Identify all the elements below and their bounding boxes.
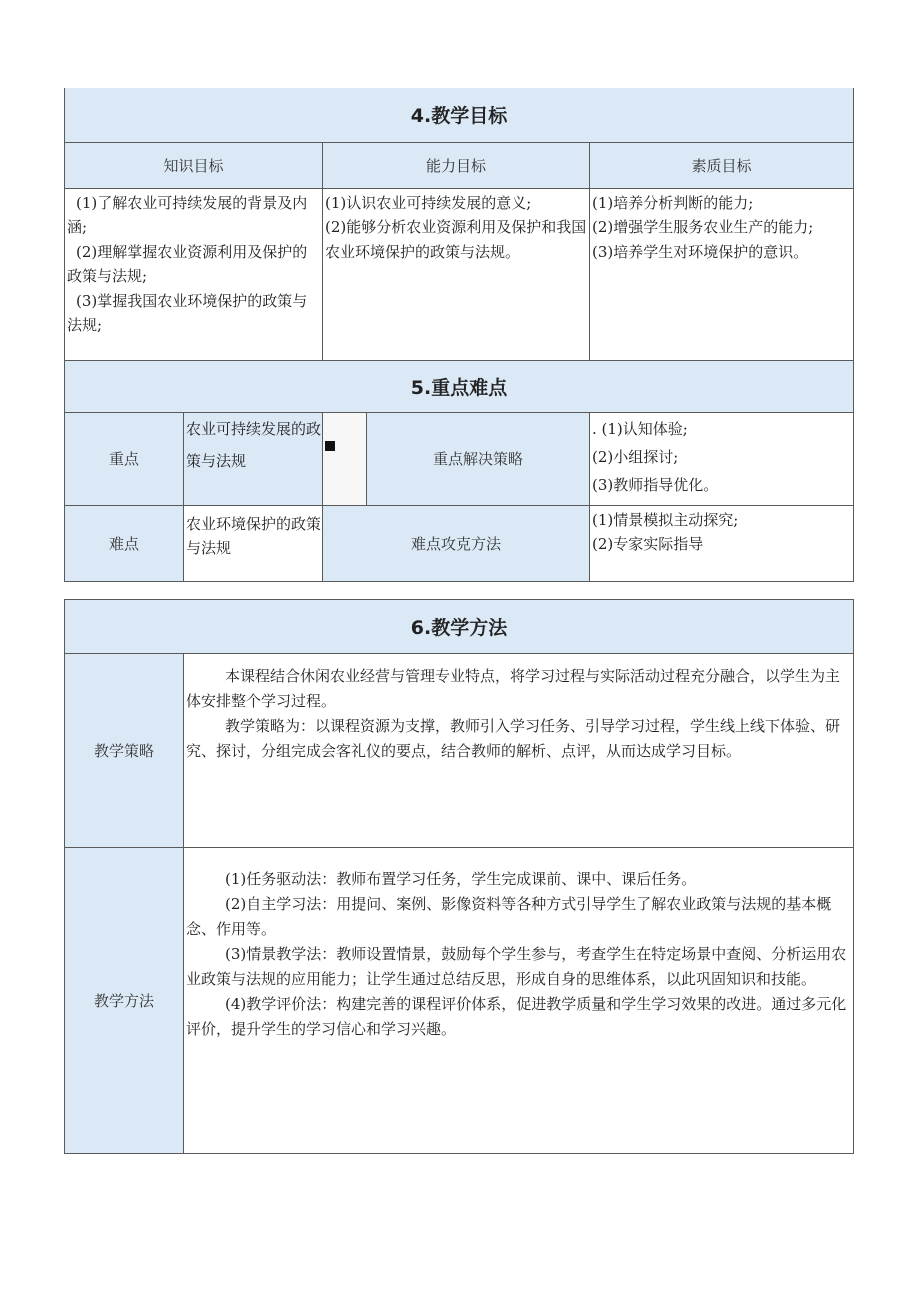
methods-label: 教学方法 xyxy=(65,848,184,1154)
strategy-paragraph-2: 教学策略为：以课程资源为支撑，教师引入学习任务、引导学习过程，学生线上线下体验、研究、探讨，分组完成会客礼仪的要点，结合教师的解析、点评，从而达成学习目标。 xyxy=(186,717,841,760)
key-strategy-label: 重点解决策略 xyxy=(367,412,590,505)
ability-goal-1: (1)认识农业可持续发展的意义; xyxy=(325,193,532,212)
knowledge-goal-3: (3)掌握我国农业环境保护的政策与法规; xyxy=(67,291,308,334)
key-strategies xyxy=(590,412,854,505)
ability-header: 能力目标 xyxy=(323,142,590,188)
difficult-point-label: 难点 xyxy=(65,505,184,581)
key-strategy-3: (3)教师指导优化。 xyxy=(592,475,719,494)
difficult-strategy-1: (1)情景模拟主动探究; xyxy=(592,510,739,529)
square-bullet-icon xyxy=(325,441,335,451)
section6-title: 6.教学方法 xyxy=(65,600,854,654)
method-paragraph-2: (2)自主学习法：用提问、案例、影像资料等各种方式引导学生了解农业政策与法规的基本概念、作用等。 xyxy=(186,895,832,938)
methods-text xyxy=(184,848,854,1154)
key-point-label: 重点 xyxy=(65,412,184,505)
strategy-label: 教学策略 xyxy=(65,654,184,848)
quality-goal-2: (2)增强学生服务农业生产的能力; xyxy=(592,218,814,236)
section5-title: 5.重点难点 xyxy=(65,360,854,412)
knowledge-goal-1: (1)了解农业可持续发展的背景及内涵; xyxy=(67,193,308,236)
methods-table xyxy=(64,599,854,1154)
objectives-table xyxy=(64,88,854,582)
quality-header: 素质目标 xyxy=(590,142,854,188)
quality-goal-3: (3)培养学生对环境保护的意识。 xyxy=(592,242,809,261)
knowledge-goals xyxy=(65,188,323,360)
difficult-strategies xyxy=(590,505,854,581)
method-paragraph-3: (3)情景教学法：教师设置情景，鼓励每个学生参与，考查学生在特定场景中查阅、分析运用农业政策与法规的应用能力；让学生通过总结反思，形成自身的思维体系，以此巩固知识和技能。 xyxy=(186,945,847,988)
ability-goal-2: (2)能够分析农业资源利用及保护和我国农业环境保护的政策与法规。 xyxy=(325,218,587,261)
section4-title: 4.教学目标 xyxy=(65,88,854,142)
method-paragraph-1: (1)任务驱动法：教师布置学习任务，学生完成课前、课中、课后任务。 xyxy=(225,870,697,888)
difficult-strategy-2: (2)专家实际指导 xyxy=(592,535,704,553)
quality-goals xyxy=(590,188,854,360)
key-point-content: 农业可持续发展的政策与法规 xyxy=(184,412,323,505)
difficult-point-content: 农业环境保护的政策与法规 xyxy=(184,505,323,581)
method-paragraph-4: (4)教学评价法：构建完善的课程评价体系，促进教学质量和学生学习效果的改进。通过多元化评价，提升学生的学习信心和学习兴趣。 xyxy=(186,995,847,1038)
key-strategy-1: . (1)认知体验; xyxy=(592,419,688,438)
difficult-strategy-label: 难点攻克方法 xyxy=(323,505,590,581)
strategy-paragraph-1: 本课程结合休闲农业经营与管理专业特点，将学习过程与实际活动过程充分融合，以学生为主体安排整个学习过程。 xyxy=(186,667,841,710)
strategy-text xyxy=(184,654,854,848)
knowledge-goal-2: (2)理解掌握农业资源利用及保护的政策与法规; xyxy=(67,242,308,285)
marker-cell xyxy=(323,412,367,505)
quality-goal-1: (1)培养分析判断的能力; xyxy=(592,193,754,212)
knowledge-header: 知识目标 xyxy=(65,142,323,188)
ability-goals xyxy=(323,188,590,360)
key-strategy-2: (2)小组探讨; xyxy=(592,447,679,466)
